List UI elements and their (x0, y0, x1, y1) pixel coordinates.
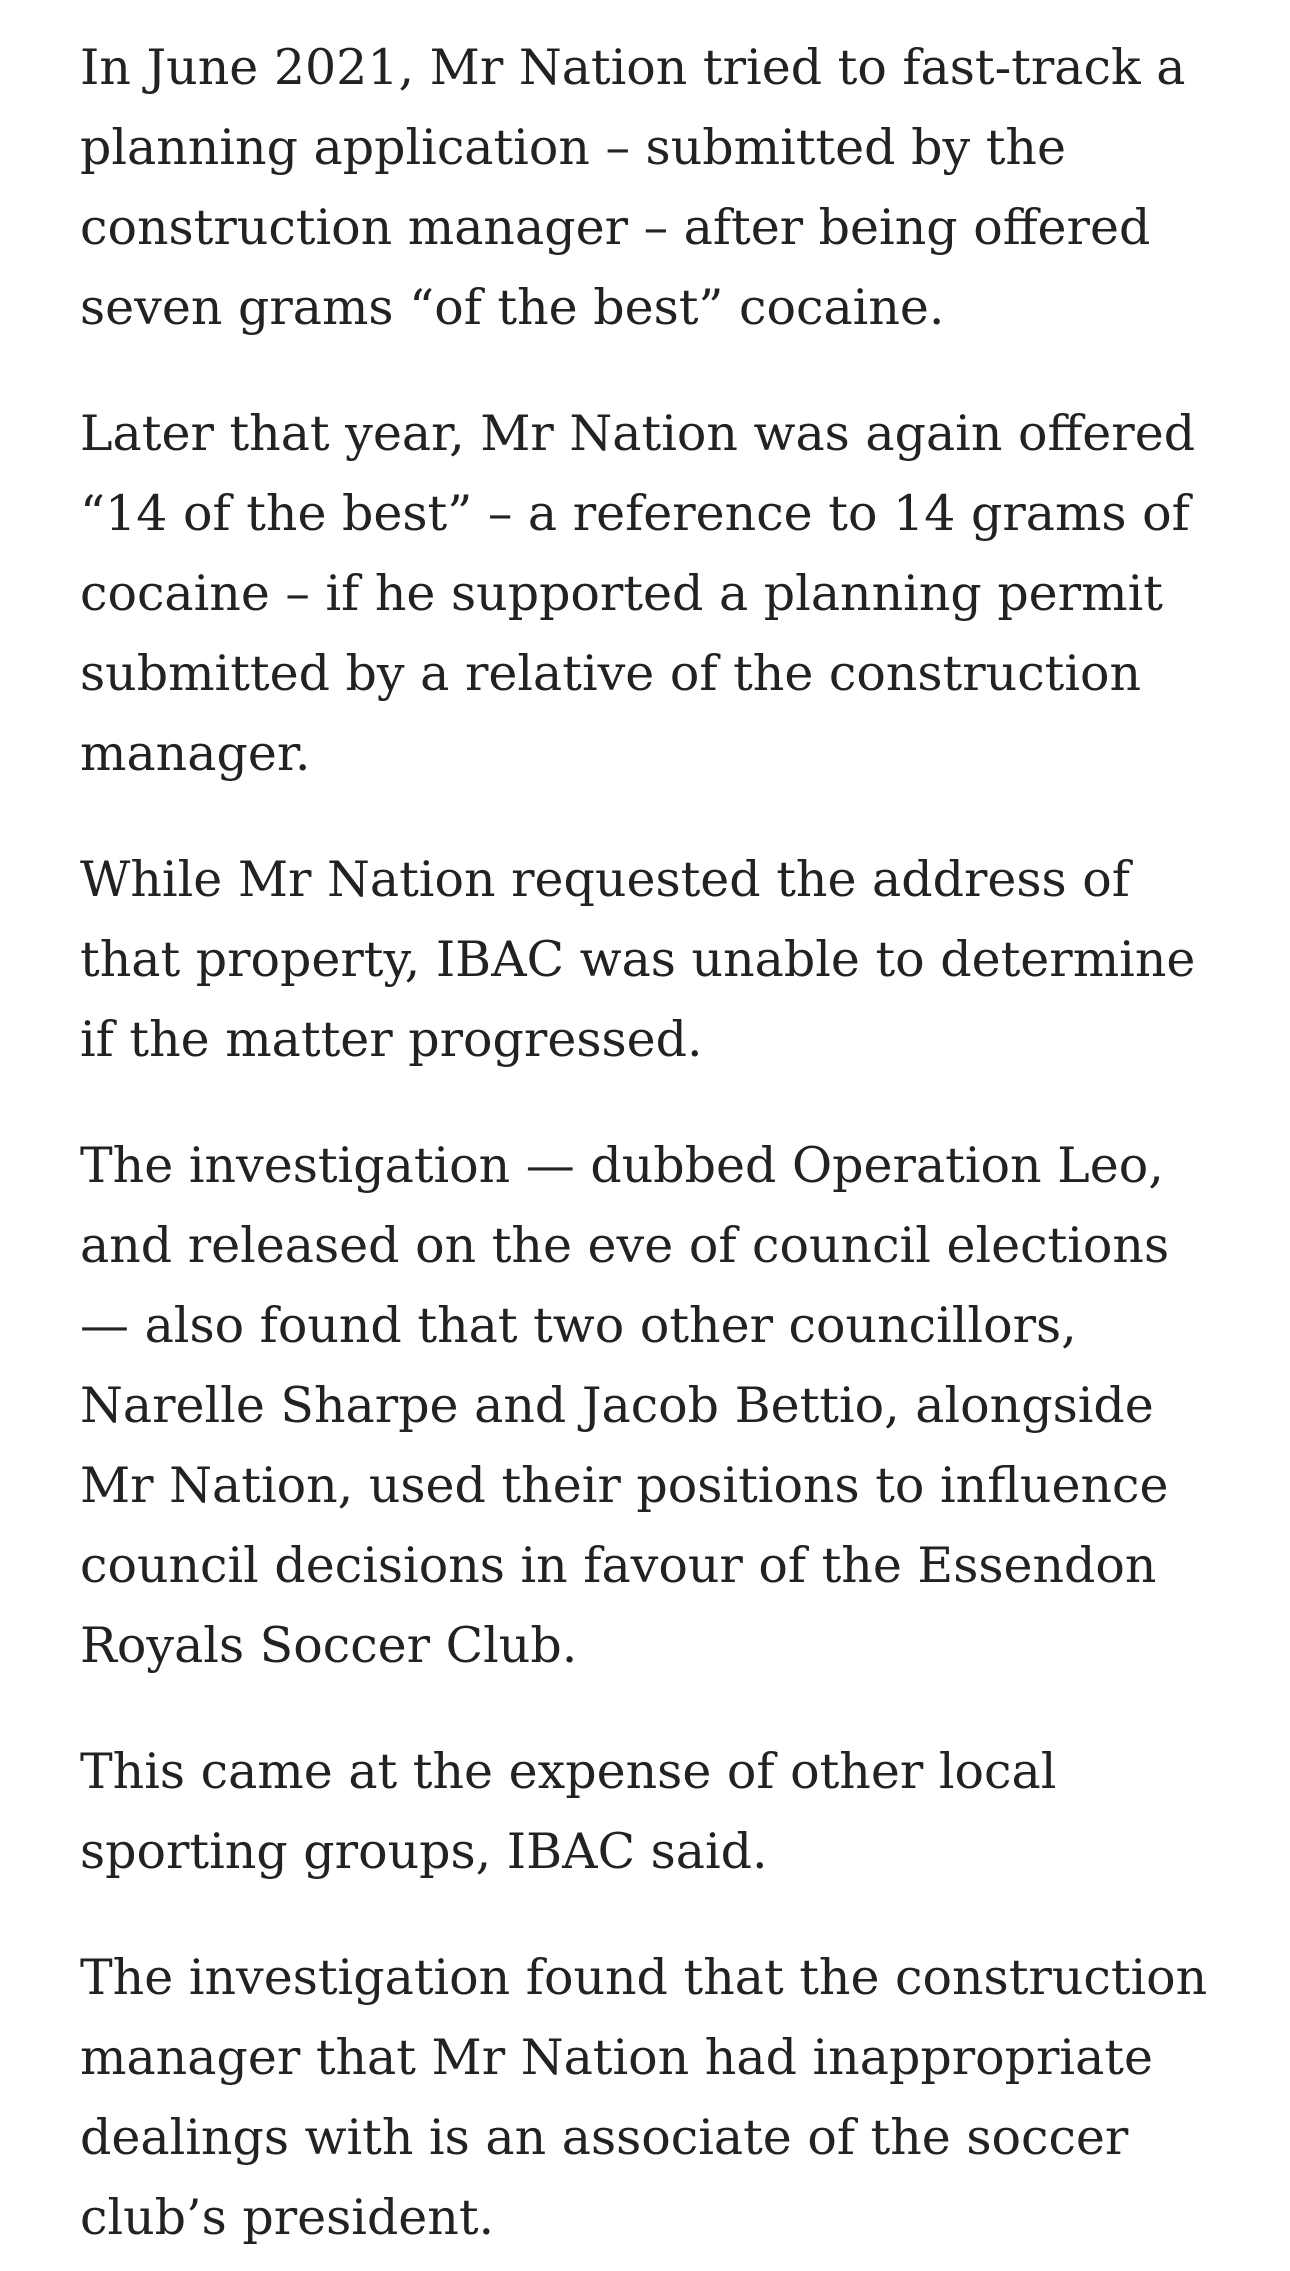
paragraph-associate-president: The investigation found that the construction manager that Mr Nation had inappropriate dealings with is an associate of the soccer club’s president. (80, 1949, 1208, 2246)
paragraph-property-address: While Mr Nation requested the address of that property, IBAC was unable to determine if the matter progressed. (80, 851, 1196, 1068)
paragraph-expense-other-groups: This came at the expense of other local sporting groups, IBAC said. (80, 1743, 1057, 1880)
article-body (80, 28, 1230, 2258)
paragraph-fast-track: In June 2021, Mr Nation tried to fast-track a planning application – submitted by the construction manager – after being offered seven grams “of the best” cocaine. (80, 39, 1186, 336)
paragraph-operation-leo: The investigation — dubbed Operation Leo, and released on the eve of council elections — also found that two other councillors, Narelle Sharpe and Jacob Bettio, alongside Mr Nation, used their positions to influence council decisions in favour of the Essendon Royals Soccer Club. (80, 1137, 1170, 1674)
paragraph-14-of-the-best: Later that year, Mr Nation was again offered “14 of the best” – a reference to 14 grams of cocaine – if he supported a planning permit submitted by a relative of the construction manager. (80, 405, 1196, 782)
